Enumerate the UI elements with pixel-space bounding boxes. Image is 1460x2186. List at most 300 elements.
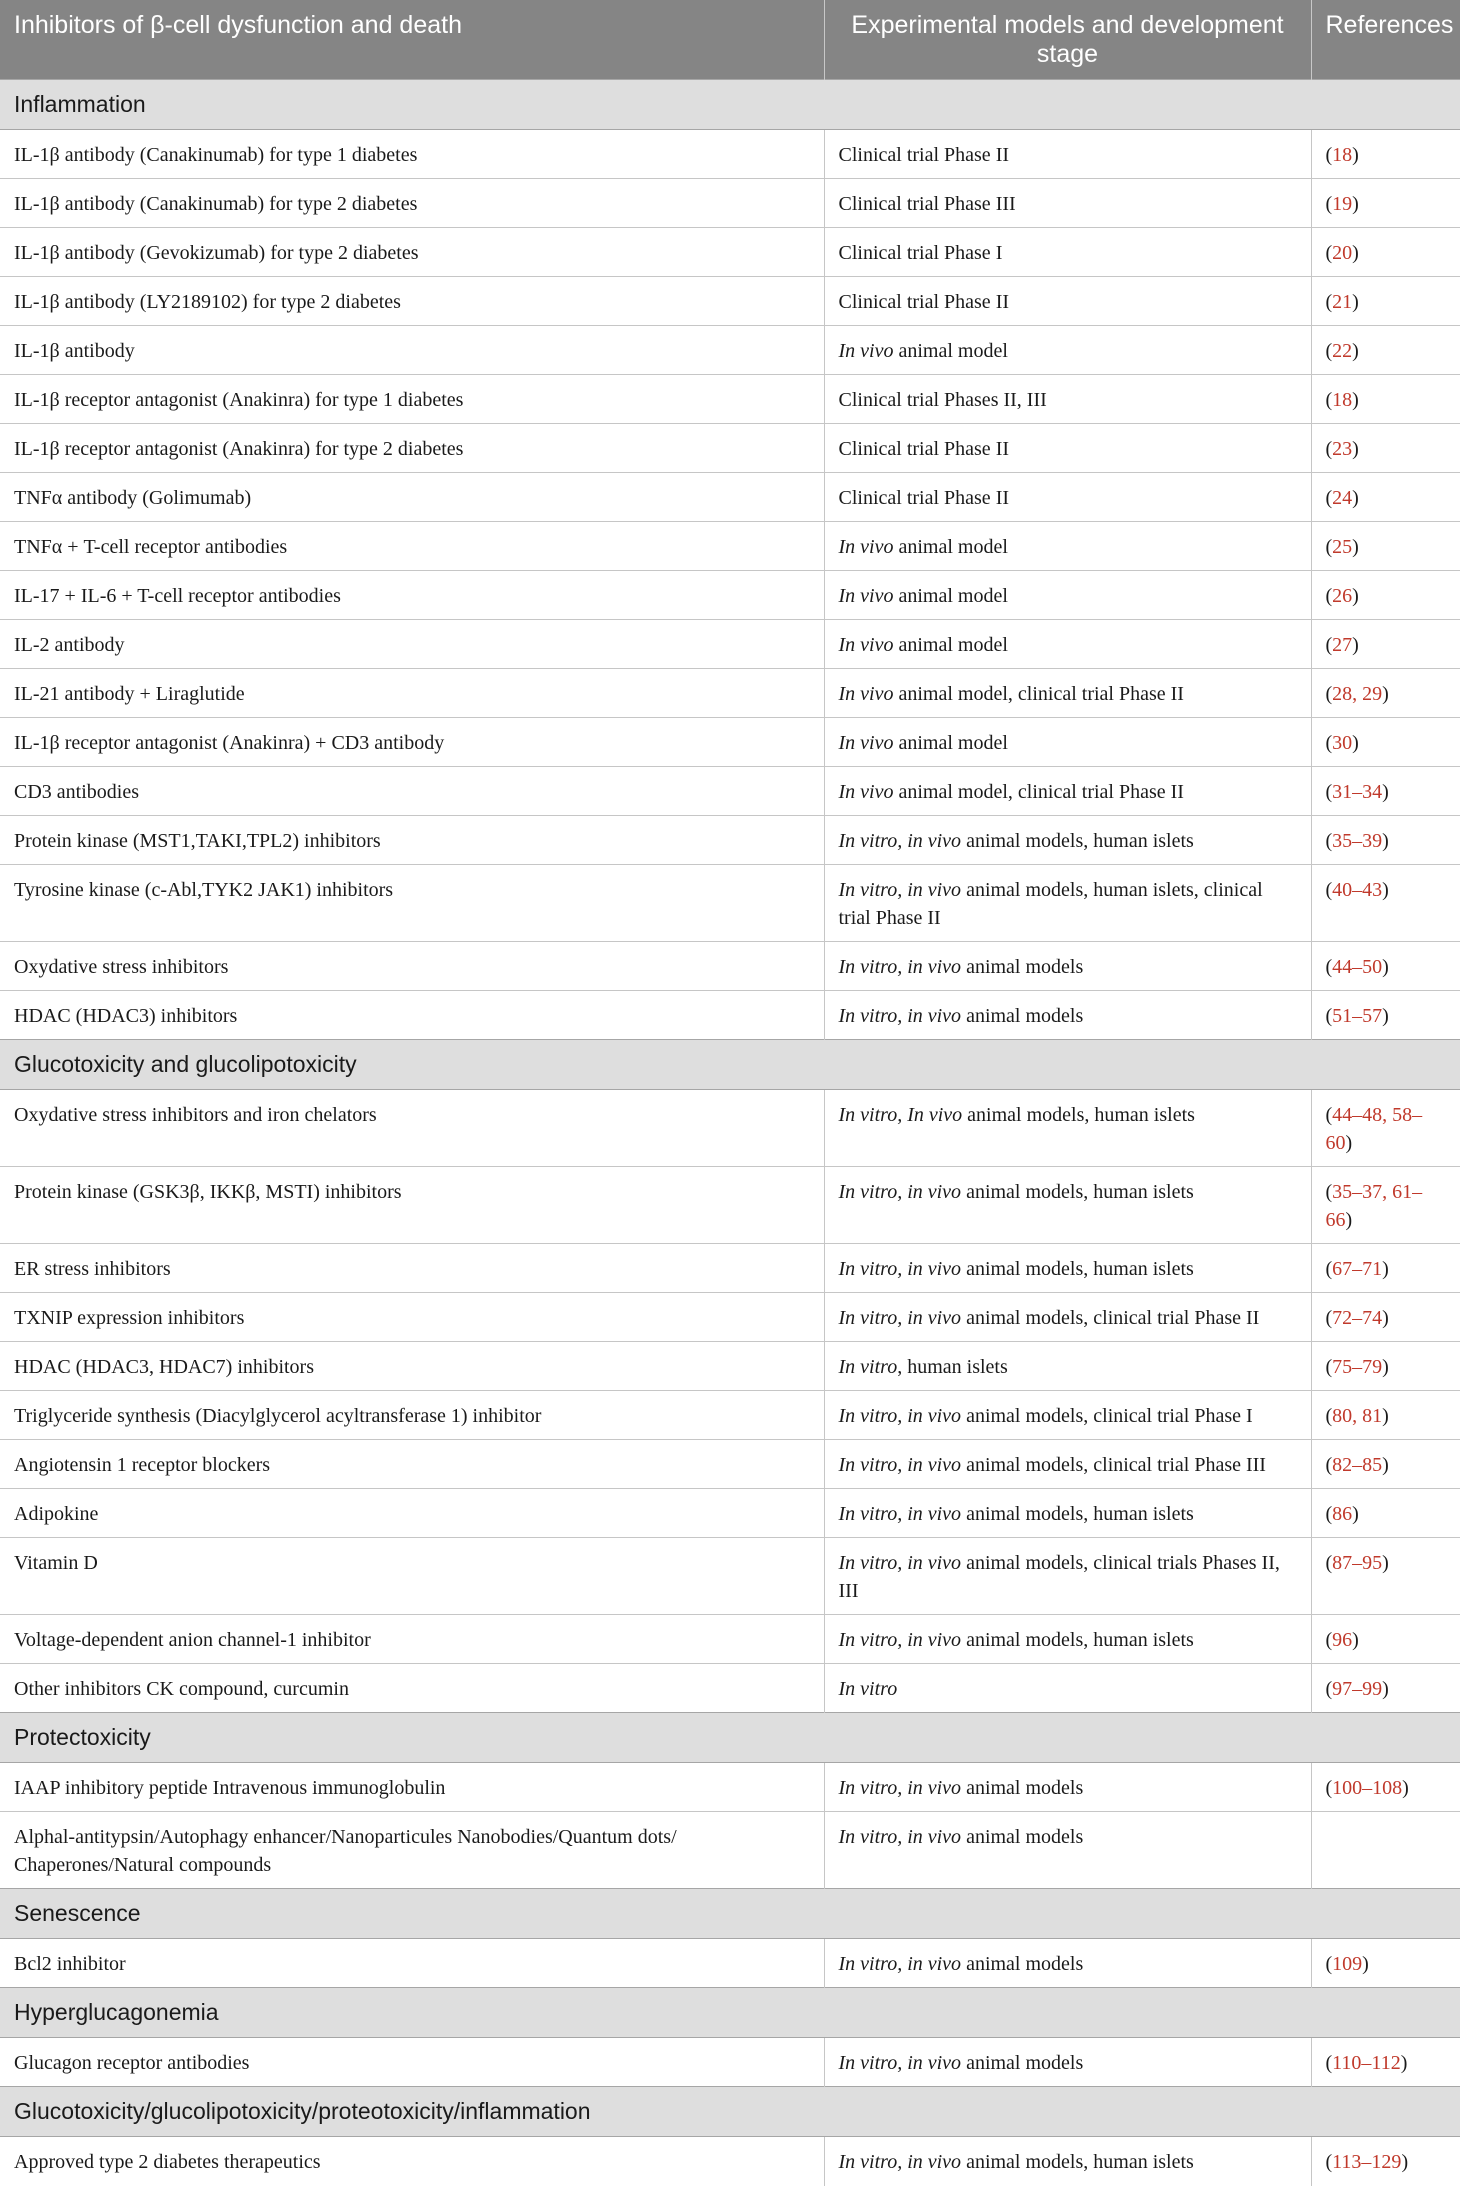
model-cell — [824, 669, 1311, 718]
paren-open: ( — [1325, 536, 1333, 558]
table-row — [0, 991, 1460, 1040]
paren-close: ) — [1352, 193, 1359, 215]
section-header-row — [0, 1713, 1460, 1763]
paren-open: ( — [1325, 781, 1333, 803]
inhibitor-cell: Bcl2 inhibitor — [0, 1939, 824, 1988]
reference-cell — [1311, 1090, 1460, 1167]
paren-close: ) — [1352, 634, 1359, 656]
inhibitor-cell: TXNIP expression inhibitors — [0, 1293, 824, 1342]
inhibitor-cell: IL-1β antibody (Canakinumab) for type 2 diabetes — [0, 179, 824, 228]
inhibitor-cell: Protein kinase (GSK3β, IKKβ, MSTI) inhibitors — [0, 1167, 824, 1244]
paren-close: ) — [1352, 144, 1359, 166]
model-italic-text: In vitro, in vivo — [838, 1454, 962, 1476]
model-text: Clinical trial Phase I — [838, 242, 1003, 264]
model-cell — [824, 228, 1311, 277]
reference-cell — [1311, 522, 1460, 571]
reference-link[interactable]: 30 — [1332, 732, 1353, 754]
model-italic-text: In vitro — [838, 1356, 898, 1378]
table-row — [0, 1244, 1460, 1293]
model-cell — [824, 865, 1311, 942]
paren-open: ( — [1325, 2151, 1333, 2173]
reference-cell — [1311, 620, 1460, 669]
paren-open: ( — [1325, 487, 1333, 509]
paren-open: ( — [1325, 1454, 1333, 1476]
model-cell — [824, 571, 1311, 620]
section-title: Hyperglucagonemia — [0, 1988, 1460, 2038]
reference-link[interactable]: 18 — [1332, 389, 1353, 411]
paren-close: ) — [1382, 1356, 1389, 1378]
model-italic-text: In vivo — [838, 340, 894, 362]
paren-open: ( — [1325, 1405, 1333, 1427]
reference-link[interactable]: 20 — [1332, 242, 1353, 264]
inhibitor-cell: IL-1β receptor antagonist (Anakinra) + CD3 antibody — [0, 718, 824, 767]
reference-link[interactable]: 100–108 — [1332, 1777, 1403, 1799]
model-cell — [824, 718, 1311, 767]
reference-cell — [1311, 1489, 1460, 1538]
reference-link[interactable]: 80, 81 — [1332, 1405, 1383, 1427]
reference-cell — [1311, 277, 1460, 326]
inhibitor-cell: Triglyceride synthesis (Diacylglycerol acyltransferase 1) inhibitor — [0, 1391, 824, 1440]
reference-cell — [1311, 865, 1460, 942]
paren-close: ) — [1345, 1209, 1353, 1231]
inhibitor-cell: IL-1β antibody (Canakinumab) for type 1 diabetes — [0, 130, 824, 179]
section-header-row — [0, 80, 1460, 130]
table-row — [0, 1391, 1460, 1440]
inhibitor-cell: HDAC (HDAC3, HDAC7) inhibitors — [0, 1342, 824, 1391]
paren-open: ( — [1325, 1629, 1333, 1651]
model-text: animal models, human islets — [961, 1503, 1194, 1525]
paren-close: ) — [1352, 242, 1359, 264]
inhibitor-cell: HDAC (HDAC3) inhibitors — [0, 991, 824, 1040]
model-text: animal model — [893, 634, 1008, 656]
reference-cell — [1311, 1244, 1460, 1293]
model-cell — [824, 1939, 1311, 1988]
model-text: animal models — [961, 1953, 1084, 1975]
paren-close: ) — [1352, 291, 1359, 313]
paren-open: ( — [1325, 956, 1333, 978]
model-text: animal models — [961, 1777, 1084, 1799]
reference-link[interactable]: 35–37, 61–66 — [1325, 1181, 1423, 1231]
reference-link[interactable]: 22 — [1332, 340, 1353, 362]
paren-open: ( — [1325, 1552, 1333, 1574]
table-row — [0, 1812, 1460, 1889]
reference-link[interactable]: 82–85 — [1332, 1454, 1383, 1476]
paren-open: ( — [1325, 1307, 1333, 1329]
model-text: animal models, clinical trial Phase I — [961, 1405, 1253, 1427]
section-title: Inflammation — [0, 80, 1460, 130]
section-header-row — [0, 1040, 1460, 1090]
reference-link[interactable]: 18 — [1332, 144, 1353, 166]
table-row — [0, 277, 1460, 326]
model-italic-text: In vivo — [838, 781, 894, 803]
reference-cell — [1311, 473, 1460, 522]
paren-open: ( — [1325, 291, 1333, 313]
inhibitor-cell: IL-17 + IL-6 + T-cell receptor antibodies — [0, 571, 824, 620]
paren-close: ) — [1382, 683, 1389, 705]
inhibitor-cell: Voltage-dependent anion channel-1 inhibitor — [0, 1615, 824, 1664]
paren-close: ) — [1352, 487, 1359, 509]
paren-close: ) — [1382, 1552, 1389, 1574]
model-italic-text: In vitro, in vivo — [838, 1826, 962, 1848]
model-text: animal model — [893, 585, 1008, 607]
model-cell — [824, 1391, 1311, 1440]
inhibitor-cell: IL-1β receptor antagonist (Anakinra) for type 1 diabetes — [0, 375, 824, 424]
section-title: Glucotoxicity/glucolipotoxicity/proteotoxicity/inflammation — [0, 2087, 1460, 2137]
inhibitor-cell: Alphal-antitypsin/Autophagy enhancer/Nanoparticules Nanobodies/Quantum dots/ Chaperones/Natural compounds — [0, 1812, 824, 1889]
header-experimental-models: Experimental models and development stage — [824, 0, 1311, 80]
model-italic-text: In vivo — [838, 634, 894, 656]
model-italic-text: In vitro, in vivo — [838, 2052, 962, 2074]
reference-cell — [1311, 1167, 1460, 1244]
reference-link[interactable]: 24 — [1332, 487, 1353, 509]
paren-open: ( — [1325, 2052, 1333, 2074]
table-row — [0, 326, 1460, 375]
reference-link[interactable]: 19 — [1332, 193, 1353, 215]
table-row — [0, 1664, 1460, 1713]
reference-cell — [1311, 1664, 1460, 1713]
table-row — [0, 767, 1460, 816]
model-italic-text: In vitro — [838, 1678, 898, 1700]
reference-link[interactable]: 44–48, 58–60 — [1325, 1104, 1423, 1154]
inhibitor-cell: IL-1β antibody (LY2189102) for type 2 diabetes — [0, 277, 824, 326]
model-text: animal models, human islets — [961, 2151, 1194, 2173]
paren-open: ( — [1325, 1104, 1333, 1126]
paren-open: ( — [1325, 438, 1333, 460]
table-row — [0, 228, 1460, 277]
model-text: animal models, human islets — [962, 1104, 1195, 1126]
inhibitor-cell: IL-21 antibody + Liraglutide — [0, 669, 824, 718]
table-row — [0, 522, 1460, 571]
model-cell — [824, 424, 1311, 473]
reference-link[interactable]: 96 — [1332, 1629, 1353, 1651]
reference-cell — [1311, 942, 1460, 991]
table-row — [0, 1090, 1460, 1167]
reference-cell — [1311, 1615, 1460, 1664]
model-cell — [824, 1167, 1311, 1244]
model-italic-text: In vitro, in vivo — [838, 1777, 962, 1799]
paren-open: ( — [1325, 585, 1333, 607]
model-text: animal models, human islets, clinical trial Phase II — [838, 879, 1263, 929]
model-italic-text: In vitro, in vivo — [838, 1258, 962, 1280]
reference-link[interactable]: 23 — [1332, 438, 1353, 460]
paren-open: ( — [1325, 389, 1333, 411]
model-italic-text: In vitro, in vivo — [838, 1629, 962, 1651]
reference-cell — [1311, 375, 1460, 424]
model-cell — [824, 816, 1311, 865]
inhibitor-cell: TNFα antibody (Golimumab) — [0, 473, 824, 522]
paren-open: ( — [1325, 830, 1333, 852]
reference-cell — [1311, 718, 1460, 767]
reference-link[interactable]: 25 — [1332, 536, 1353, 558]
model-cell — [824, 767, 1311, 816]
model-italic-text: In vitro, in vivo — [838, 879, 962, 901]
model-cell — [824, 620, 1311, 669]
paren-open: ( — [1325, 1356, 1333, 1378]
paren-open: ( — [1325, 634, 1333, 656]
reference-link[interactable]: 113–129 — [1332, 2151, 1402, 2173]
paren-close: ) — [1352, 389, 1359, 411]
model-text: animal models — [961, 956, 1084, 978]
reference-cell — [1311, 1812, 1460, 1889]
paren-close: ) — [1352, 1503, 1359, 1525]
model-italic-text: In vitro, in vivo — [838, 830, 962, 852]
model-italic-text: In vivo — [838, 536, 894, 558]
reference-cell — [1311, 1763, 1460, 1812]
paren-open: ( — [1325, 242, 1333, 264]
model-cell — [824, 1090, 1311, 1167]
reference-cell — [1311, 1440, 1460, 1489]
section-title: Senescence — [0, 1889, 1460, 1939]
paren-close: ) — [1352, 585, 1359, 607]
reference-cell — [1311, 424, 1460, 473]
model-italic-text: In vitro, in vivo — [838, 1181, 962, 1203]
model-cell — [824, 942, 1311, 991]
paren-open: ( — [1325, 1777, 1333, 1799]
table-row — [0, 865, 1460, 942]
model-italic-text: In vitro, in vivo — [838, 1307, 962, 1329]
model-cell — [824, 2038, 1311, 2087]
reference-link[interactable]: 97–99 — [1332, 1678, 1383, 1700]
model-text: animal models, clinical trials Phases II, III — [838, 1552, 1280, 1602]
reference-cell — [1311, 2137, 1460, 2186]
paren-open: ( — [1325, 732, 1333, 754]
reference-cell — [1311, 1293, 1460, 1342]
table-row — [0, 816, 1460, 865]
paren-close: ) — [1382, 1678, 1389, 1700]
model-italic-text: In vivo — [838, 585, 894, 607]
table-row — [0, 1489, 1460, 1538]
paren-close: ) — [1382, 956, 1389, 978]
reference-cell — [1311, 326, 1460, 375]
model-text: animal models — [961, 2052, 1084, 2074]
inhibitor-cell: ER stress inhibitors — [0, 1244, 824, 1293]
paren-open: ( — [1325, 340, 1333, 362]
inhibitor-cell: Protein kinase (MST1,TAKI,TPL2) inhibitors — [0, 816, 824, 865]
reference-link[interactable]: 67–71 — [1332, 1258, 1383, 1280]
paren-open: ( — [1325, 1678, 1333, 1700]
table-header — [0, 0, 1460, 80]
model-cell — [824, 1812, 1311, 1889]
model-cell — [824, 1615, 1311, 1664]
reference-cell — [1311, 130, 1460, 179]
table-row — [0, 1939, 1460, 1988]
paren-close: ) — [1400, 2052, 1408, 2074]
model-cell — [824, 1244, 1311, 1293]
table-row — [0, 669, 1460, 718]
section-title: Protectoxicity — [0, 1713, 1460, 1763]
paren-open: ( — [1325, 1953, 1333, 1975]
section-header-row — [0, 1889, 1460, 1939]
reference-link[interactable]: 31–34 — [1332, 781, 1383, 803]
reference-link[interactable]: 26 — [1332, 585, 1353, 607]
paren-open: ( — [1325, 144, 1333, 166]
model-text: animal models — [961, 1826, 1084, 1848]
reference-link[interactable]: 72–74 — [1332, 1307, 1383, 1329]
reference-link[interactable]: 35–39 — [1332, 830, 1383, 852]
model-italic-text: In vitro, in vivo — [838, 1503, 962, 1525]
model-text: animal models, human islets — [961, 1258, 1194, 1280]
model-cell — [824, 1763, 1311, 1812]
reference-link[interactable]: 87–95 — [1332, 1552, 1383, 1574]
reference-cell — [1311, 816, 1460, 865]
model-text: Clinical trial Phase III — [838, 193, 1016, 215]
reference-cell — [1311, 991, 1460, 1040]
inhibitor-cell: Tyrosine kinase (c-Abl,TYK2 JAK1) inhibitors — [0, 865, 824, 942]
inhibitor-cell: Approved type 2 diabetes therapeutics — [0, 2137, 824, 2186]
model-cell — [824, 326, 1311, 375]
paren-close: ) — [1345, 1132, 1353, 1154]
paren-close: ) — [1382, 781, 1389, 803]
inhibitor-cell: IL-1β receptor antagonist (Anakinra) for type 2 diabetes — [0, 424, 824, 473]
model-cell — [824, 1489, 1311, 1538]
reference-link[interactable]: 86 — [1332, 1503, 1353, 1525]
model-italic-text: In vitro, in vivo — [838, 1005, 962, 1027]
model-cell — [824, 179, 1311, 228]
inhibitor-cell: Glucagon receptor antibodies — [0, 2038, 824, 2087]
model-text: animal models, clinical trial Phase III — [961, 1454, 1266, 1476]
model-italic-text: In vitro, In vivo — [838, 1104, 963, 1126]
model-cell — [824, 473, 1311, 522]
reference-cell — [1311, 179, 1460, 228]
reference-cell — [1311, 1342, 1460, 1391]
model-cell — [824, 1342, 1311, 1391]
table-row — [0, 1293, 1460, 1342]
model-text: Clinical trial Phase II — [838, 438, 1010, 460]
table-row — [0, 942, 1460, 991]
model-text: animal models, human islets — [961, 1629, 1194, 1651]
reference-cell — [1311, 1391, 1460, 1440]
reference-link[interactable]: 51–57 — [1332, 1005, 1383, 1027]
model-italic-text: In vivo — [838, 683, 894, 705]
reference-link[interactable]: 21 — [1332, 291, 1353, 313]
model-text: Clinical trial Phases II, III — [838, 389, 1047, 411]
paren-close: ) — [1352, 438, 1359, 460]
paren-close: ) — [1352, 340, 1359, 362]
paren-close: ) — [1362, 1953, 1369, 1975]
paren-open: ( — [1325, 1503, 1333, 1525]
model-text: animal models, human islets — [961, 1181, 1194, 1203]
table-row — [0, 1763, 1460, 1812]
model-cell — [824, 375, 1311, 424]
model-text: , human islets — [897, 1356, 1008, 1378]
model-cell — [824, 1293, 1311, 1342]
reference-link[interactable]: 110–112 — [1332, 2052, 1401, 2074]
table-row — [0, 1167, 1460, 1244]
reference-cell — [1311, 767, 1460, 816]
model-italic-text: In vitro, in vivo — [838, 2151, 962, 2173]
inhibitor-cell: TNFα + T-cell receptor antibodies — [0, 522, 824, 571]
model-text: Clinical trial Phase II — [838, 144, 1010, 166]
paren-close: ) — [1382, 1258, 1389, 1280]
inhibitor-cell: Adipokine — [0, 1489, 824, 1538]
model-text: animal models — [961, 1005, 1084, 1027]
header-inhibitors: Inhibitors of β-cell dysfunction and death — [0, 0, 824, 80]
model-cell — [824, 2137, 1311, 2186]
inhibitor-cell: IL-1β antibody — [0, 326, 824, 375]
reference-cell — [1311, 1538, 1460, 1615]
table-row — [0, 2137, 1460, 2186]
section-title: Glucotoxicity and glucolipotoxicity — [0, 1040, 1460, 1090]
model-text: animal models, clinical trial Phase II — [961, 1307, 1260, 1329]
model-text: animal model — [893, 340, 1008, 362]
header-references: References — [1311, 0, 1460, 80]
paren-close: ) — [1382, 1405, 1389, 1427]
model-italic-text: In vitro, in vivo — [838, 956, 962, 978]
model-italic-text: In vitro, in vivo — [838, 1405, 962, 1427]
model-text: Clinical trial Phase II — [838, 291, 1010, 313]
paren-open: ( — [1325, 1005, 1333, 1027]
reference-cell — [1311, 1939, 1460, 1988]
table-row — [0, 571, 1460, 620]
reference-link[interactable]: 44–50 — [1332, 956, 1383, 978]
table-row — [0, 2038, 1460, 2087]
model-cell — [824, 991, 1311, 1040]
reference-link[interactable]: 27 — [1332, 634, 1353, 656]
reference-link[interactable]: 75–79 — [1332, 1356, 1383, 1378]
inhibitor-cell: IL-1β antibody (Gevokizumab) for type 2 diabetes — [0, 228, 824, 277]
model-cell — [824, 1664, 1311, 1713]
paren-open: ( — [1325, 1181, 1333, 1203]
table-row — [0, 1342, 1460, 1391]
paren-close: ) — [1382, 830, 1389, 852]
model-cell — [824, 130, 1311, 179]
model-text: animal model, clinical trial Phase II — [893, 781, 1184, 803]
model-cell — [824, 522, 1311, 571]
table-row — [0, 1615, 1460, 1664]
paren-close: ) — [1382, 1307, 1389, 1329]
reference-link[interactable]: 28, 29 — [1332, 683, 1383, 705]
table-row — [0, 130, 1460, 179]
inhibitor-cell: Angiotensin 1 receptor blockers — [0, 1440, 824, 1489]
inhibitor-cell: IAAP inhibitory peptide Intravenous immunoglobulin — [0, 1763, 824, 1812]
inhibitor-cell: Vitamin D — [0, 1538, 824, 1615]
paren-close: ) — [1352, 1629, 1359, 1651]
reference-cell — [1311, 2038, 1460, 2087]
table-row — [0, 424, 1460, 473]
model-text: animal model — [893, 732, 1008, 754]
model-text: animal models, human islets — [961, 830, 1194, 852]
paren-open: ( — [1325, 1258, 1333, 1280]
table-row — [0, 473, 1460, 522]
reference-cell — [1311, 571, 1460, 620]
table-row — [0, 718, 1460, 767]
table-body — [0, 80, 1460, 2186]
reference-link[interactable]: 109 — [1332, 1953, 1363, 1975]
paren-close: ) — [1382, 1454, 1389, 1476]
table-row — [0, 1440, 1460, 1489]
model-italic-text: In vitro, in vivo — [838, 1552, 962, 1574]
section-header-row — [0, 1988, 1460, 2038]
paren-open: ( — [1325, 879, 1333, 901]
model-cell — [824, 1440, 1311, 1489]
model-italic-text: In vivo — [838, 732, 894, 754]
paren-close: ) — [1352, 536, 1359, 558]
reference-cell — [1311, 669, 1460, 718]
model-text: Clinical trial Phase II — [838, 487, 1010, 509]
model-cell — [824, 277, 1311, 326]
model-text: animal model — [893, 536, 1008, 558]
reference-link[interactable]: 40–43 — [1332, 879, 1383, 901]
inhibitor-cell: Oxydative stress inhibitors — [0, 942, 824, 991]
model-text: animal model, clinical trial Phase II — [893, 683, 1184, 705]
paren-close: ) — [1401, 2151, 1409, 2173]
model-cell — [824, 1538, 1311, 1615]
paren-close: ) — [1382, 1005, 1389, 1027]
reference-cell — [1311, 228, 1460, 277]
paren-close: ) — [1352, 732, 1359, 754]
model-italic-text: In vitro, in vivo — [838, 1953, 962, 1975]
inhibitor-cell: CD3 antibodies — [0, 767, 824, 816]
